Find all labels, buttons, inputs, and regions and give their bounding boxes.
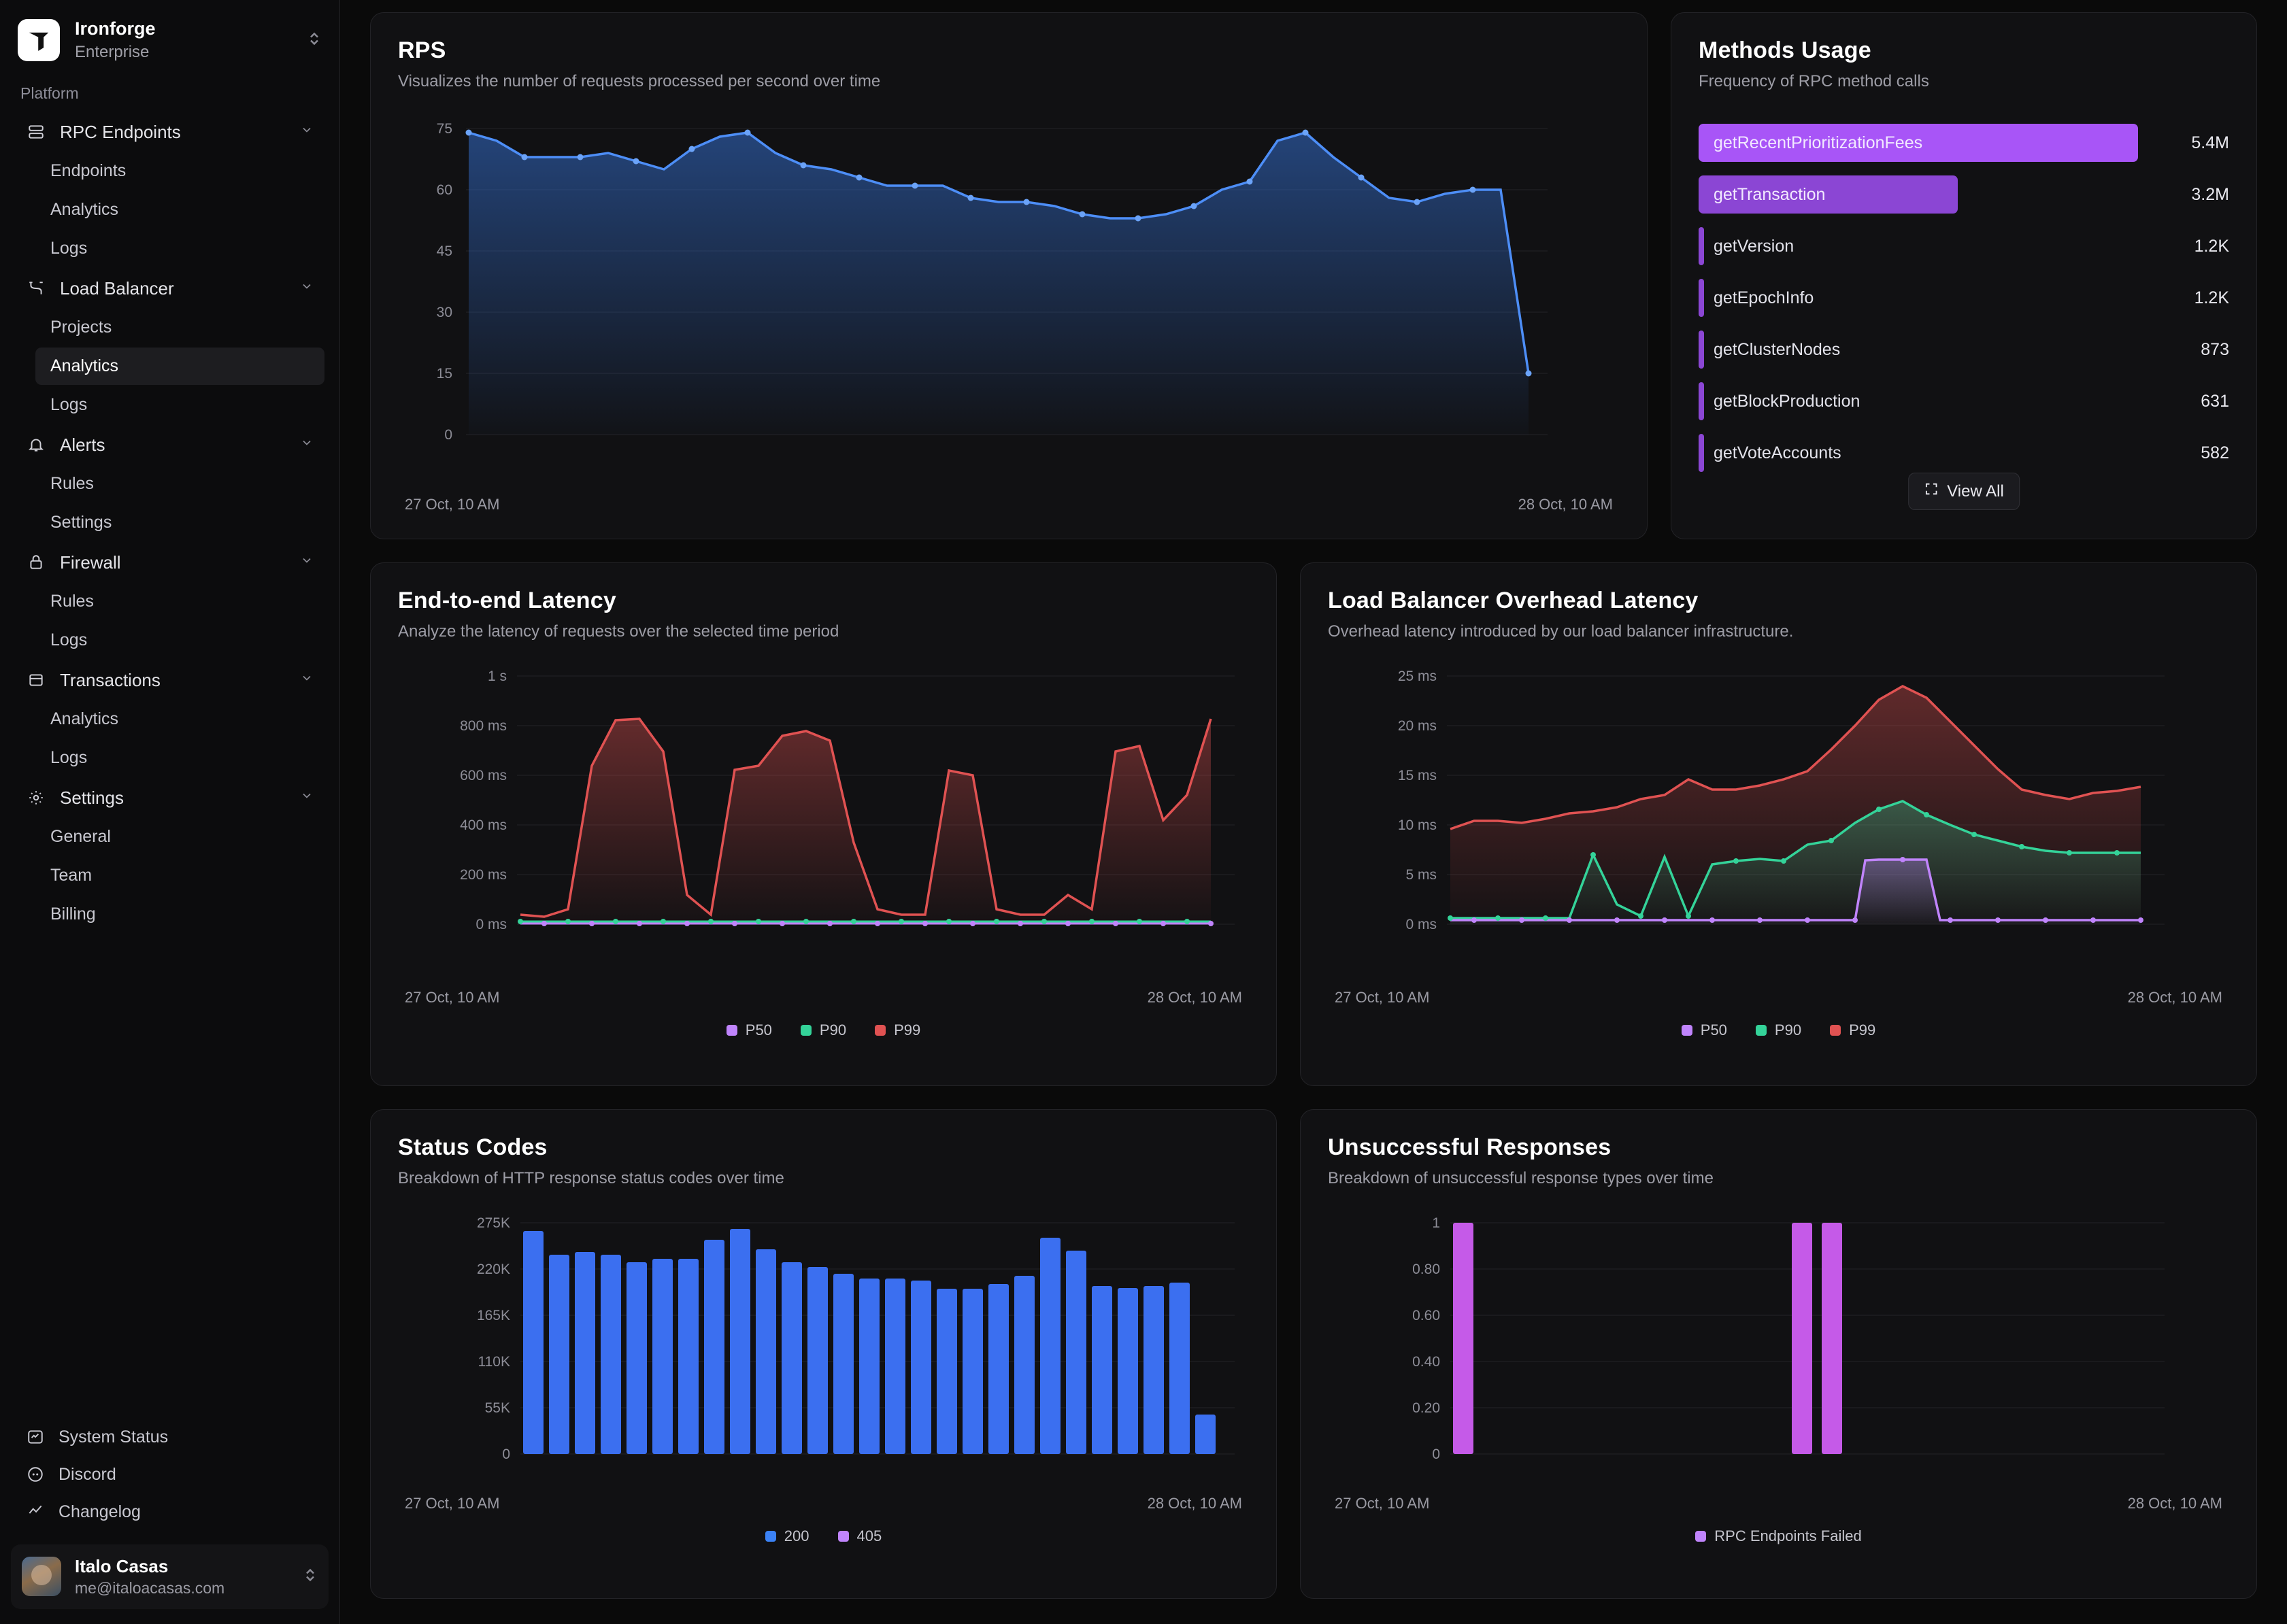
legend-item-200[interactable]	[765, 1527, 809, 1545]
row-one	[370, 12, 2257, 539]
svg-text:0 ms: 0 ms	[475, 917, 507, 932]
time-end: 28 Oct, 10 AM	[2127, 989, 2222, 1006]
chevron-down-icon[interactable]	[300, 554, 314, 571]
svg-text:0.60: 0.60	[1412, 1308, 1440, 1323]
svg-text:0.80: 0.80	[1412, 1262, 1440, 1277]
svg-text:0.20: 0.20	[1412, 1400, 1440, 1416]
svg-text:800 ms: 800 ms	[460, 718, 507, 734]
nav-sublist	[15, 818, 324, 933]
chevron-down-icon[interactable]	[300, 671, 314, 689]
card-e2e-latency	[370, 562, 1277, 1086]
svg-text:0: 0	[502, 1447, 510, 1462]
card-subtitle: Overhead latency introduced by our load balancer infrastructure.	[1328, 622, 1794, 641]
nav-group-firewall	[15, 543, 324, 659]
card-title: Load Balancer Overhead Latency	[1328, 588, 1699, 613]
method-name: getRecentPrioritizationFees	[1699, 124, 2138, 162]
svg-text:1: 1	[1432, 1215, 1440, 1231]
legend-swatch	[1756, 1025, 1767, 1036]
method-row[interactable]	[1699, 220, 2229, 272]
sidebar-subitem-team[interactable]: Team	[50, 865, 93, 885]
card-unsuccessful-responses	[1300, 1109, 2257, 1599]
user-name: Italo Casas	[75, 1555, 169, 1576]
card-title: Unsuccessful Responses	[1328, 1134, 1612, 1160]
sidebar-item-settings[interactable]	[15, 778, 324, 818]
legend-swatch	[1830, 1025, 1841, 1036]
method-row[interactable]	[1699, 272, 2229, 324]
time-end: 28 Oct, 10 AM	[1147, 989, 1242, 1006]
sidebar-nav	[0, 112, 339, 934]
svg-text:275K: 275K	[476, 1215, 510, 1231]
sidebar-subitem-rules[interactable]: Rules	[50, 473, 94, 493]
view-all-button[interactable]	[1908, 473, 2020, 510]
e2e-latency-chart	[398, 666, 1248, 979]
sidebar-subitem-analytics[interactable]: Analytics	[50, 709, 119, 728]
server-icon	[26, 122, 46, 142]
card-title: Status Codes	[398, 1134, 548, 1160]
nav-sublist	[15, 309, 324, 424]
legend-item-p99[interactable]	[875, 1021, 920, 1039]
expand-icon	[1924, 481, 1939, 501]
method-value: 1.2K	[2194, 288, 2229, 307]
sidebar-subitem-endpoints[interactable]: Endpoints	[50, 160, 127, 180]
legend-item-405[interactable]	[838, 1527, 882, 1545]
sidebar-item-label: Transactions	[60, 669, 161, 690]
method-name: getEpochInfo	[1714, 288, 1814, 307]
method-row[interactable]	[1699, 375, 2229, 427]
user-menu[interactable]	[11, 1544, 329, 1609]
svg-text:60: 60	[436, 182, 452, 198]
legend-swatch	[765, 1531, 776, 1542]
user-text	[75, 1555, 289, 1598]
legend-item-p90[interactable]	[801, 1021, 846, 1039]
svg-text:220K: 220K	[476, 1262, 510, 1277]
method-row[interactable]	[1699, 169, 2229, 220]
method-bar-wrap	[1699, 324, 2138, 375]
legend-swatch	[838, 1531, 849, 1542]
svg-text:0 ms: 0 ms	[1405, 917, 1437, 932]
sidebar-item-transactions[interactable]	[15, 660, 324, 700]
sidebar-subitem-analytics[interactable]: Analytics	[35, 348, 324, 385]
method-name: getVoteAccounts	[1714, 443, 1841, 462]
method-bar	[1699, 434, 1704, 472]
sidebar-subitem-logs[interactable]: Logs	[50, 747, 88, 767]
sidebar-item-label: Changelog	[59, 1502, 141, 1521]
card-rps	[370, 12, 1648, 539]
card-title: End-to-end Latency	[398, 588, 616, 613]
method-bar	[1699, 382, 1704, 420]
status-codes-chart	[398, 1213, 1248, 1485]
sidebar-item-label: System Status	[59, 1427, 169, 1447]
method-bar	[1699, 279, 1704, 317]
svg-text:0: 0	[1432, 1447, 1440, 1462]
sidebar-spacer	[0, 934, 339, 1419]
lb-latency-chart	[1328, 666, 2178, 979]
ironforge-logo-icon	[18, 19, 60, 61]
sidebar-subitem-logs[interactable]: Logs	[50, 630, 88, 649]
sidebar-subitem-billing[interactable]: Billing	[50, 904, 96, 924]
sidebar-footer-links	[0, 1419, 339, 1538]
discord-icon	[26, 1465, 45, 1484]
sidebar-section-label: Platform	[20, 84, 79, 102]
svg-text:0.40: 0.40	[1412, 1354, 1440, 1370]
sidebar-item-label: Settings	[60, 787, 124, 808]
svg-text:1 s: 1 s	[487, 669, 507, 684]
bell-icon	[26, 435, 46, 455]
sidebar-item-alerts[interactable]	[15, 425, 324, 465]
chevron-down-icon[interactable]	[300, 789, 314, 807]
svg-text:400 ms: 400 ms	[460, 817, 507, 833]
time-start: 27 Oct, 10 AM	[1335, 989, 1430, 1006]
nav-sublist	[15, 700, 324, 777]
sidebar-item-label: RPC Endpoints	[60, 121, 181, 142]
svg-text:15 ms: 15 ms	[1397, 768, 1437, 783]
card-status-codes	[370, 1109, 1277, 1599]
svg-text:10 ms: 10 ms	[1397, 817, 1437, 833]
nav-group-settings	[15, 778, 324, 933]
time-end: 28 Oct, 10 AM	[1147, 1495, 1242, 1512]
legend-label: P99	[894, 1021, 921, 1038]
org-text	[75, 18, 292, 63]
chevron-up-down-icon[interactable]	[307, 29, 322, 52]
methods-list	[1699, 117, 2229, 479]
method-row[interactable]	[1699, 427, 2229, 479]
method-row[interactable]	[1699, 324, 2229, 375]
method-value: 582	[2201, 443, 2229, 462]
view-all-label: View All	[1947, 481, 2004, 501]
e2e-time-axis	[398, 989, 1249, 1006]
method-bar	[1699, 331, 1704, 369]
legend-swatch	[1682, 1025, 1692, 1036]
sidebar-subitem-settings[interactable]: Settings	[50, 512, 112, 532]
sidebar-subitem-analytics[interactable]: Analytics	[50, 199, 119, 219]
sidebar-item-discord[interactable]	[15, 1456, 324, 1493]
nav-group-load-balancer	[15, 269, 324, 424]
unsuccessful-responses-chart	[1328, 1213, 2178, 1485]
sidebar-subitem-projects[interactable]: Projects	[50, 317, 112, 337]
unsucc-legend	[1328, 1527, 2229, 1545]
org-name: Ironforge	[75, 18, 156, 39]
branch-icon	[26, 278, 46, 299]
sidebar-item-label: Firewall	[60, 552, 121, 573]
svg-text:30: 30	[436, 305, 452, 320]
method-bar-wrap	[1699, 272, 2138, 324]
svg-text:25 ms: 25 ms	[1397, 669, 1437, 684]
method-value: 873	[2201, 339, 2229, 359]
method-value: 631	[2201, 391, 2229, 411]
method-row[interactable]	[1699, 117, 2229, 169]
svg-text:600 ms: 600 ms	[460, 768, 507, 783]
row-two	[370, 562, 2257, 1086]
card-lb-latency	[1300, 562, 2257, 1086]
method-value: 3.2M	[2191, 184, 2229, 204]
chevron-down-icon[interactable]	[300, 280, 314, 297]
row-three	[370, 1109, 2257, 1599]
method-name: getVersion	[1714, 236, 1794, 256]
sidebar	[0, 0, 340, 1624]
chevron-down-icon[interactable]	[300, 123, 314, 141]
sidebar-item-changelog[interactable]	[15, 1493, 324, 1531]
sidebar-item-rpc-endpoints[interactable]	[15, 112, 324, 152]
legend-item-p90[interactable]	[1756, 1021, 1801, 1039]
nav-group-rpc-endpoints	[15, 112, 324, 267]
nav-sublist	[15, 465, 324, 541]
unsucc-time-axis	[1328, 1495, 2229, 1512]
legend-item-p50[interactable]	[1682, 1021, 1727, 1039]
rps-time-axis	[398, 496, 1620, 513]
card-methods-usage	[1671, 12, 2257, 539]
time-start: 27 Oct, 10 AM	[1335, 1495, 1430, 1512]
time-start: 27 Oct, 10 AM	[405, 989, 500, 1006]
avatar	[22, 1557, 61, 1596]
nav-sublist	[15, 152, 324, 267]
method-bar-wrap	[1699, 427, 2138, 479]
chevron-up-down-icon[interactable]	[303, 1565, 318, 1588]
sidebar-item-label: Discord	[59, 1464, 116, 1484]
legend-swatch	[1695, 1531, 1706, 1542]
legend-item-rpc-endpoints-failed[interactable]	[1695, 1527, 1861, 1545]
sidebar-subitem-logs[interactable]: Logs	[50, 394, 88, 414]
legend-label: P50	[1700, 1021, 1727, 1038]
card-subtitle: Frequency of RPC method calls	[1699, 72, 1929, 90]
card-title: RPS	[398, 37, 446, 63]
legend-item-p99[interactable]	[1830, 1021, 1875, 1039]
sidebar-item-label: Alerts	[60, 434, 105, 455]
method-bar	[1699, 227, 1704, 265]
sidebar-item-label: Load Balancer	[60, 277, 174, 299]
svg-text:5 ms: 5 ms	[1405, 867, 1437, 883]
org-plan: Enterprise	[75, 42, 150, 61]
method-name: getBlockProduction	[1714, 391, 1860, 411]
svg-text:0: 0	[444, 427, 452, 443]
e2e-legend	[398, 1021, 1249, 1039]
method-bar-wrap	[1699, 117, 2138, 169]
legend-label: P90	[1774, 1021, 1802, 1038]
time-start: 27 Oct, 10 AM	[405, 496, 500, 513]
method-name: getTransaction	[1699, 175, 1958, 214]
lb-time-axis	[1328, 989, 2229, 1006]
legend-label: 405	[856, 1527, 882, 1544]
chevron-down-icon[interactable]	[300, 436, 314, 454]
rps-chart	[398, 118, 1568, 486]
legend-swatch	[875, 1025, 886, 1036]
nav-sublist	[15, 583, 324, 659]
svg-text:200 ms: 200 ms	[460, 867, 507, 883]
sidebar-item-load-balancer[interactable]	[15, 269, 324, 309]
legend-label: 200	[784, 1527, 809, 1544]
card-subtitle: Analyze the latency of requests over the selected time period	[398, 622, 839, 641]
main-content	[340, 0, 2287, 1624]
lb-legend	[1328, 1021, 2229, 1039]
sidebar-item-system-status[interactable]	[15, 1419, 324, 1456]
time-start: 27 Oct, 10 AM	[405, 1495, 500, 1512]
status-time-axis	[398, 1495, 1249, 1512]
method-name: getClusterNodes	[1714, 339, 1841, 359]
svg-text:75: 75	[436, 121, 452, 137]
lock-icon	[26, 552, 46, 573]
method-bar-wrap	[1699, 220, 2138, 272]
method-bar-wrap	[1699, 169, 2138, 220]
nav-group-transactions	[15, 660, 324, 777]
legend-label: P99	[1849, 1021, 1876, 1038]
user-email: me@italoacasas.com	[75, 1579, 225, 1597]
status-legend	[398, 1527, 1249, 1545]
svg-text:55K: 55K	[484, 1400, 510, 1416]
sidebar-subitem-logs[interactable]: Logs	[50, 238, 88, 258]
legend-swatch	[801, 1025, 812, 1036]
nav-group-alerts	[15, 425, 324, 541]
legend-label: P90	[819, 1021, 847, 1038]
card-title: Methods Usage	[1699, 37, 1871, 63]
svg-text:110K: 110K	[478, 1354, 510, 1370]
changelog-icon	[26, 1502, 45, 1521]
svg-text:20 ms: 20 ms	[1397, 718, 1437, 734]
sidebar-subitem-rules[interactable]: Rules	[50, 591, 94, 611]
legend-label: RPC Endpoints Failed	[1714, 1527, 1862, 1544]
method-bar-wrap	[1699, 375, 2138, 427]
svg-text:165K: 165K	[476, 1308, 510, 1323]
legend-item-p50[interactable]	[727, 1021, 772, 1039]
card-subtitle: Visualizes the number of requests processed per second over time	[398, 72, 881, 90]
card-subtitle: Breakdown of unsuccessful response types over time	[1328, 1169, 1714, 1187]
svg-text:15: 15	[436, 366, 452, 382]
sidebar-item-firewall[interactable]	[15, 543, 324, 583]
method-value: 1.2K	[2194, 236, 2229, 256]
status-icon	[26, 1427, 45, 1447]
legend-label: P50	[745, 1021, 772, 1038]
time-end: 28 Oct, 10 AM	[2127, 1495, 2222, 1512]
box-icon	[26, 670, 46, 690]
gear-icon	[26, 788, 46, 808]
method-value: 5.4M	[2191, 133, 2229, 152]
sidebar-subitem-general[interactable]: General	[50, 826, 111, 846]
svg-text:45: 45	[436, 243, 452, 259]
legend-swatch	[727, 1025, 737, 1036]
card-subtitle: Breakdown of HTTP response status codes over time	[398, 1169, 784, 1187]
time-end: 28 Oct, 10 AM	[1518, 496, 1613, 513]
org-switcher[interactable]	[0, 0, 339, 78]
